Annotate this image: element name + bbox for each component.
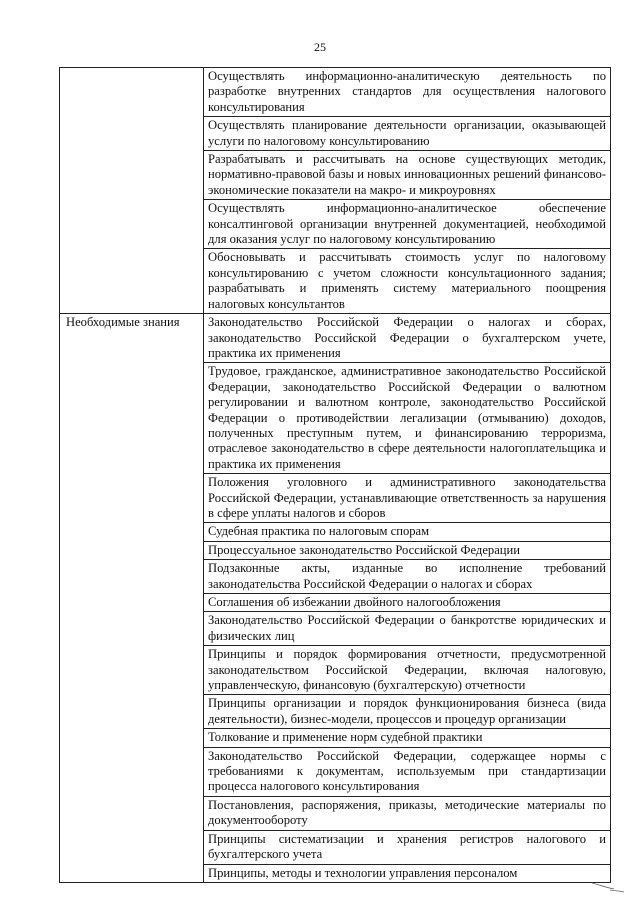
skills-label-cell [60,68,204,314]
knowledge-item: Подзаконные акты, изданные во исполнение требований законодательства Российской Федерации о налогах и сборах [204,560,611,594]
knowledge-item: Законодательство Российской Федерации, содержащее нормы с требованиями к документам, используемым при стандартизации процесса налогового консультирования [204,747,611,796]
knowledge-item: Процессуальное законодательство Российской Федерации [204,541,611,559]
knowledge-item: Судебная практика по налоговым спорам [204,523,611,541]
knowledge-item: Соглашения об избежании двойного налогообложения [204,594,611,612]
knowledge-item: Законодательство Российской Федерации о банкротстве юридических и физических лиц [204,612,611,646]
knowledge-item: Принципы организации и порядок функционирования бизнеса (вида деятельности), бизнес-модели, процессов и процедур организации [204,695,611,729]
knowledge-item: Положения уголовного и административного законодательства Российской Федерации, устанавливающие ответственность за нарушения в сфере уплаты налогов и сборов [204,474,611,523]
skill-item: Осуществлять информационно-аналитическую деятельность по разработке внутренних стандартов для осуществления налогового консультирования [204,68,611,117]
knowledge-label: Необходимые знания [60,314,204,883]
skill-item: Разрабатывать и рассчитывать на основе существующих методик, нормативно-правовой базы и новых инновационных решений финансово-экономические показатели на макро- и микроуровнях [204,151,611,200]
skill-item: Осуществлять планирование деятельности организации, оказывающей услуги по налоговому консультированию [204,117,611,151]
knowledge-item: Законодательство Российской Федерации о налогах и сборах, законодательство Российской Федерации о бухгалтерском учете, практика их применения [204,314,611,363]
page-number: 25 [314,40,326,54]
knowledge-item: Трудовое, гражданское, административное законодательство Российской Федерации, законодательство Российской Федерации о валютном регулировании и валютном контроле, законодательство Российской Федерации о противодействии легализации (отмыванию) доходов, полученных преступным путем, и финансированию терроризма, отраслевое законодательство в сфере деятельности налогоплательщика и практика их применения [204,363,611,474]
skill-item: Осуществлять информационно-аналитическое обеспечение консалтинговой организации внутренней документацией, необходимой для оказания услуг по налоговому консультированию [204,200,611,249]
signature-mark [590,879,626,893]
skill-item: Обосновывать и рассчитывать стоимость услуг по налоговому консультированию с учетом сложности консультационного задания; разрабатывать и применять систему материального поощрения налоговых консультантов [204,249,611,314]
qualification-table [59,67,611,883]
knowledge-item: Принципы систематизации и хранения регистров налогового и бухгалтерского учета [204,830,611,864]
knowledge-item: Постановления, распоряжения, приказы, методические материалы по документообороту [204,796,611,830]
knowledge-item: Принципы, методы и технологии управления персоналом [204,864,611,882]
knowledge-item: Толкование и применение норм судебной практики [204,729,611,747]
knowledge-item: Принципы и порядок формирования отчетности, предусмотренной законодательством Российской Федерации, включая налоговую, управленческую, финансовую (бухгалтерскую) отчетности [204,646,611,695]
